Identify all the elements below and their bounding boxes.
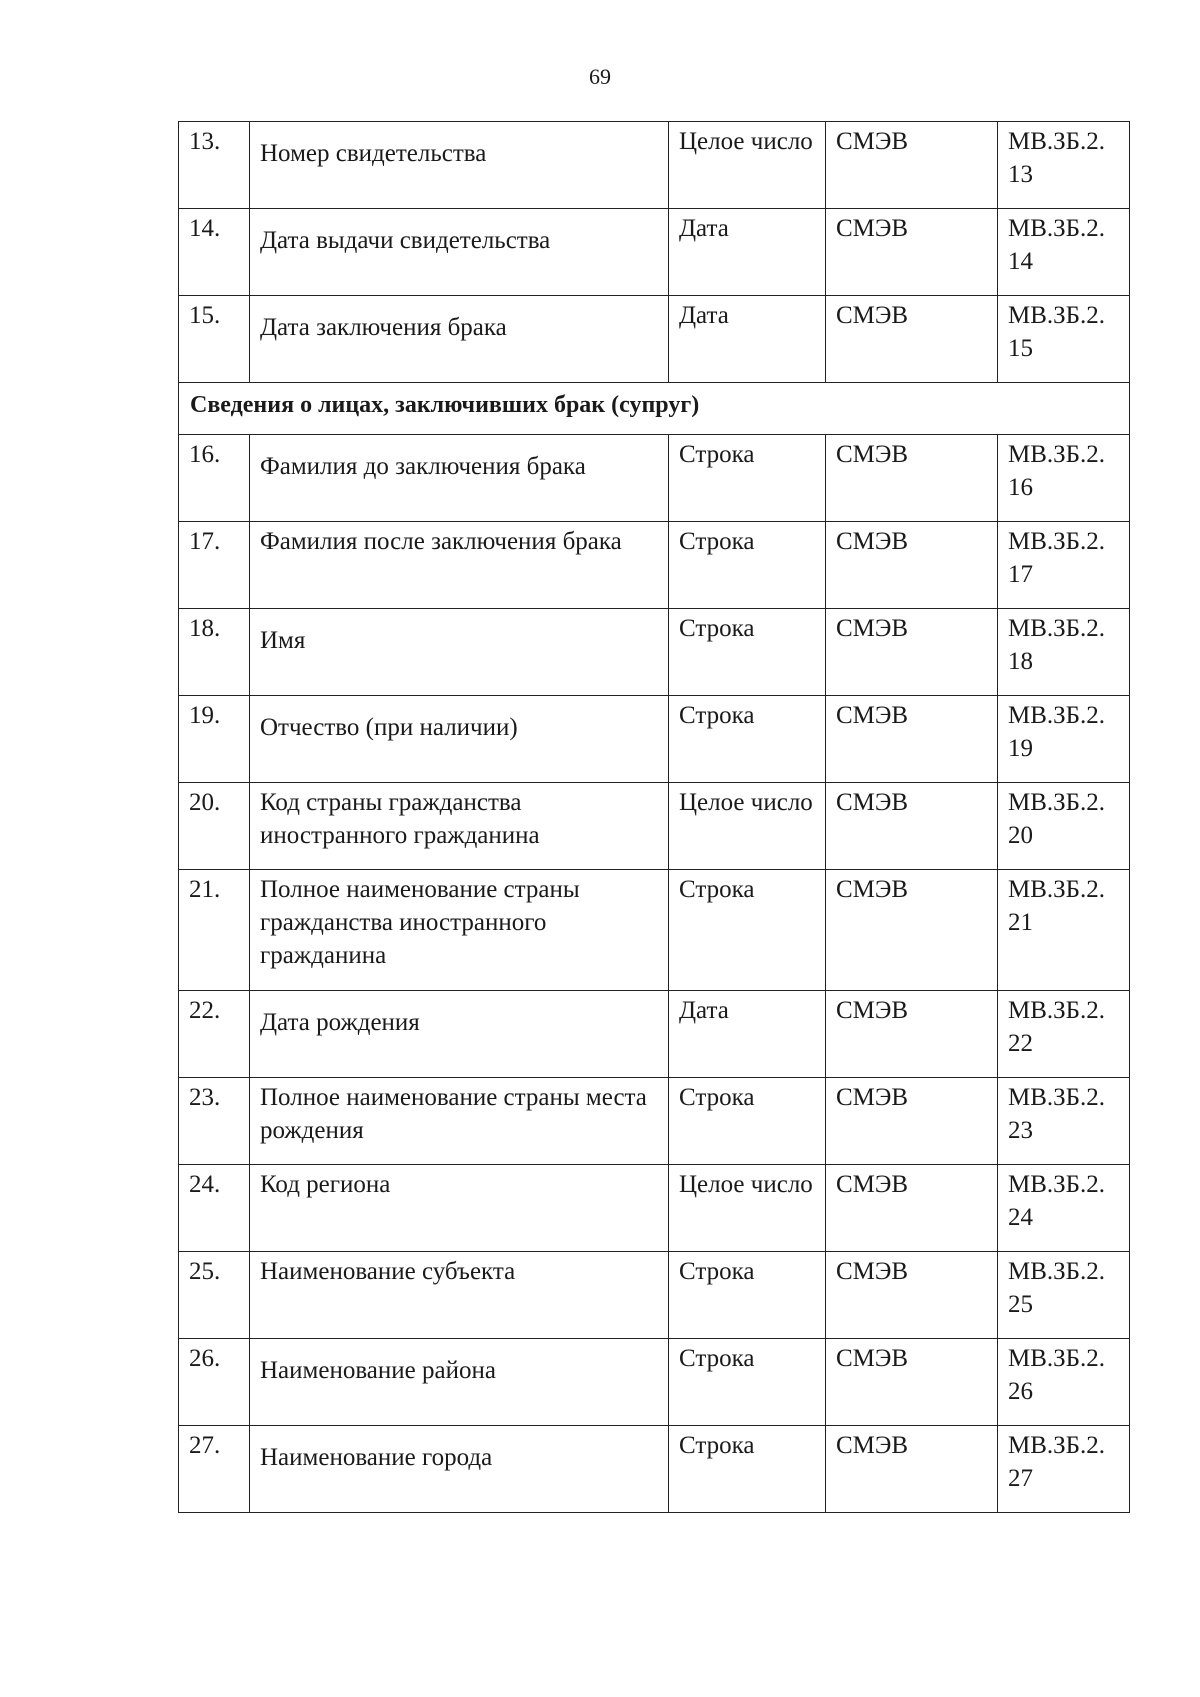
field-type: Строка: [669, 1078, 826, 1165]
field-code: МВ.ЗБ.2. 13: [998, 122, 1130, 209]
field-source: СМЭВ: [826, 609, 998, 696]
field-code: МВ.ЗБ.2. 17: [998, 522, 1130, 609]
field-type: Целое число: [669, 122, 826, 209]
field-source: СМЭВ: [826, 1078, 998, 1165]
row-number: 26.: [179, 1339, 250, 1426]
field-type: Дата: [669, 991, 826, 1078]
row-number: 25.: [179, 1252, 250, 1339]
field-code: МВ.ЗБ.2. 20: [998, 783, 1130, 870]
row-number: 27.: [179, 1426, 250, 1513]
row-number: 17.: [179, 522, 250, 609]
field-name: Номер свидетельства: [250, 122, 669, 209]
field-type: Строка: [669, 522, 826, 609]
row-number: 14.: [179, 209, 250, 296]
table-row: [179, 696, 1130, 783]
table-row: [179, 1252, 1130, 1339]
row-number: 23.: [179, 1078, 250, 1165]
field-name: Имя: [250, 609, 669, 696]
table-row: [179, 296, 1130, 383]
field-source: СМЭВ: [826, 122, 998, 209]
field-name: Дата рождения: [250, 991, 669, 1078]
table-row: [179, 1339, 1130, 1426]
row-number: 16.: [179, 435, 250, 522]
table-row: [179, 1165, 1130, 1252]
field-name: Дата заключения брака: [250, 296, 669, 383]
field-name: Фамилия до заключения брака: [250, 435, 669, 522]
field-name: Наименование субъекта: [250, 1252, 669, 1339]
field-source: СМЭВ: [826, 1426, 998, 1513]
field-code: МВ.ЗБ.2. 21: [998, 870, 1130, 991]
field-name: Дата выдачи свидетельства: [250, 209, 669, 296]
row-number: 13.: [179, 122, 250, 209]
field-name: Наименование города: [250, 1426, 669, 1513]
table-row: [179, 870, 1130, 991]
field-source: СМЭВ: [826, 435, 998, 522]
field-name: Полное наименование страны места рождения: [250, 1078, 669, 1165]
field-code: МВ.ЗБ.2. 15: [998, 296, 1130, 383]
field-source: СМЭВ: [826, 522, 998, 609]
field-name: Код региона: [250, 1165, 669, 1252]
field-source: СМЭВ: [826, 991, 998, 1078]
field-name: Фамилия после заключения брака: [250, 522, 669, 609]
field-type: Дата: [669, 296, 826, 383]
page-number: 69: [589, 64, 611, 89]
field-code: МВ.ЗБ.2. 24: [998, 1165, 1130, 1252]
table-row: [179, 991, 1130, 1078]
field-name: Код страны гражданства иностранного гражданина: [250, 783, 669, 870]
field-type: Строка: [669, 435, 826, 522]
field-source: СМЭВ: [826, 1252, 998, 1339]
field-source: СМЭВ: [826, 209, 998, 296]
table-row: [179, 122, 1130, 209]
section-heading: Сведения о лицах, заключивших брак (супруг): [179, 383, 1130, 435]
field-code: МВ.ЗБ.2. 27: [998, 1426, 1130, 1513]
field-type: Целое число: [669, 1165, 826, 1252]
row-number: 21.: [179, 870, 250, 991]
field-source: СМЭВ: [826, 1339, 998, 1426]
field-source: СМЭВ: [826, 696, 998, 783]
field-source: СМЭВ: [826, 296, 998, 383]
field-code: МВ.ЗБ.2. 26: [998, 1339, 1130, 1426]
field-source: СМЭВ: [826, 870, 998, 991]
field-type: Дата: [669, 209, 826, 296]
table-row: [179, 1426, 1130, 1513]
row-number: 19.: [179, 696, 250, 783]
field-code: МВ.ЗБ.2. 22: [998, 991, 1130, 1078]
field-type: Целое число: [669, 783, 826, 870]
field-code: МВ.ЗБ.2. 14: [998, 209, 1130, 296]
field-type: Строка: [669, 1339, 826, 1426]
field-name: Полное наименование страны гражданства иностранного гражданина: [250, 870, 669, 991]
table-row: [179, 609, 1130, 696]
table-row: [179, 783, 1130, 870]
table-row: [179, 1078, 1130, 1165]
field-type: Строка: [669, 1252, 826, 1339]
field-code: МВ.ЗБ.2. 16: [998, 435, 1130, 522]
row-number: 20.: [179, 783, 250, 870]
field-name: Наименование района: [250, 1339, 669, 1426]
field-type: Строка: [669, 870, 826, 991]
field-code: МВ.ЗБ.2. 18: [998, 609, 1130, 696]
table-row: [179, 209, 1130, 296]
field-name: Отчество (при наличии): [250, 696, 669, 783]
row-number: 24.: [179, 1165, 250, 1252]
field-type: Строка: [669, 696, 826, 783]
row-number: 22.: [179, 991, 250, 1078]
row-number: 18.: [179, 609, 250, 696]
section-heading-row: [179, 383, 1130, 435]
field-code: МВ.ЗБ.2. 23: [998, 1078, 1130, 1165]
field-source: СМЭВ: [826, 783, 998, 870]
table-row: [179, 435, 1130, 522]
data-fields-table: [178, 121, 1130, 1513]
field-source: СМЭВ: [826, 1165, 998, 1252]
field-code: МВ.ЗБ.2. 25: [998, 1252, 1130, 1339]
field-type: Строка: [669, 1426, 826, 1513]
field-code: МВ.ЗБ.2. 19: [998, 696, 1130, 783]
field-type: Строка: [669, 609, 826, 696]
table-row: [179, 522, 1130, 609]
row-number: 15.: [179, 296, 250, 383]
